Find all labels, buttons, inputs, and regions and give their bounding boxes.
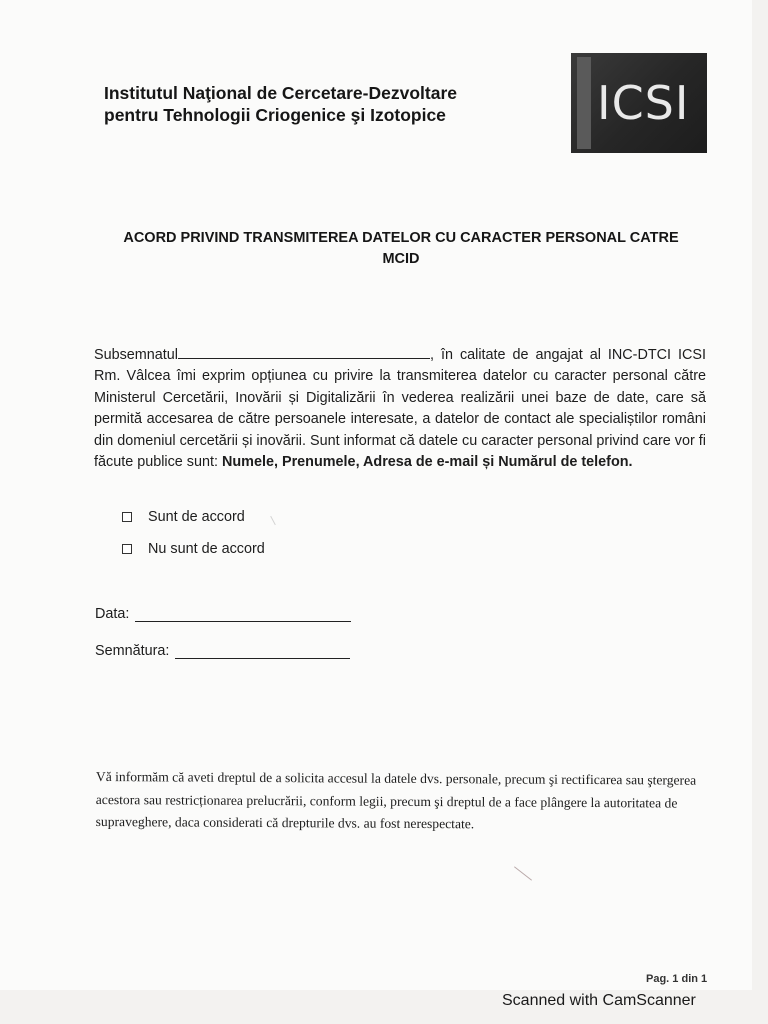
signature-blank-line[interactable] [175,644,350,659]
camscanner-watermark: Scanned with CamScanner [502,992,696,1009]
document-title-line-2: MCID [382,251,420,267]
option-disagree[interactable] [122,541,265,557]
scan-speck [270,516,276,525]
date-field [95,606,351,622]
institute-name [104,82,457,126]
disagree-label: Nu sunt de accord [148,541,265,557]
date-blank-line[interactable] [135,607,351,622]
page-separator: din [681,973,698,985]
institute-name-line-1: Institutul Naţional de Cercetare-Dezvoltare [104,83,457,103]
document-title [96,228,706,270]
page-total: 1 [701,973,708,985]
page-current: 1 [672,973,679,985]
signature-label: Semnătura: [95,643,170,659]
page-prefix: Pag. [646,973,670,985]
gdpr-notice: Vă informăm că aveti dreptul de a solicita accesul la datele dvs. personale, precum şi rectificarea sau ştergerea acestora sau restricționarea prelucrării, conform legii, precum şi dreptul de a face plângere la autoritatea de supraveghere, daca considerati că drepturile dvs. au fost nerespectate. [95,768,697,832]
agree-checkbox[interactable] [122,512,132,522]
document-title-line-1: ACORD PRIVIND TRANSMITEREA DATELOR CU CARACTER PERSONAL CATRE [123,230,679,246]
logo-text: ICSI [597,76,690,130]
consent-lead: Subsemnatul [94,347,178,363]
signature-field [95,643,350,659]
option-agree[interactable] [122,509,245,525]
disagree-checkbox[interactable] [122,544,132,554]
institute-name-line-2: pentru Tehnologii Criogenice şi Izotopice [104,105,446,125]
consent-body: , în calitate de angajat al INC-DTCI ICSI Rm. Vâlcea îmi exprim opțiunea cu privire la transmiterea datelor cu caracter personal către Ministerul Cercetării, Inovării și Digitalizării în vederea realizării unei baze de date, care să permită accesarea de către persoanele interesate, a datelor de contact ale specialiștilor români din domeniul cercetării și inovării. Sunt informat că datele cu caracter personal privind care vor fi făcute publice sunt: [94,347,706,471]
logo-bar-shape [577,57,591,149]
consent-public-fields: Numele, Prenumele, Adresa de e-mail și Numărul de telefon. [222,454,633,471]
name-blank-line [178,346,430,359]
consent-paragraph [94,345,706,473]
agree-label: Sunt de accord [148,509,245,525]
icsi-logo [571,53,707,153]
scan-speck [514,866,532,880]
date-label: Data: [95,606,130,622]
page-number [646,973,707,985]
